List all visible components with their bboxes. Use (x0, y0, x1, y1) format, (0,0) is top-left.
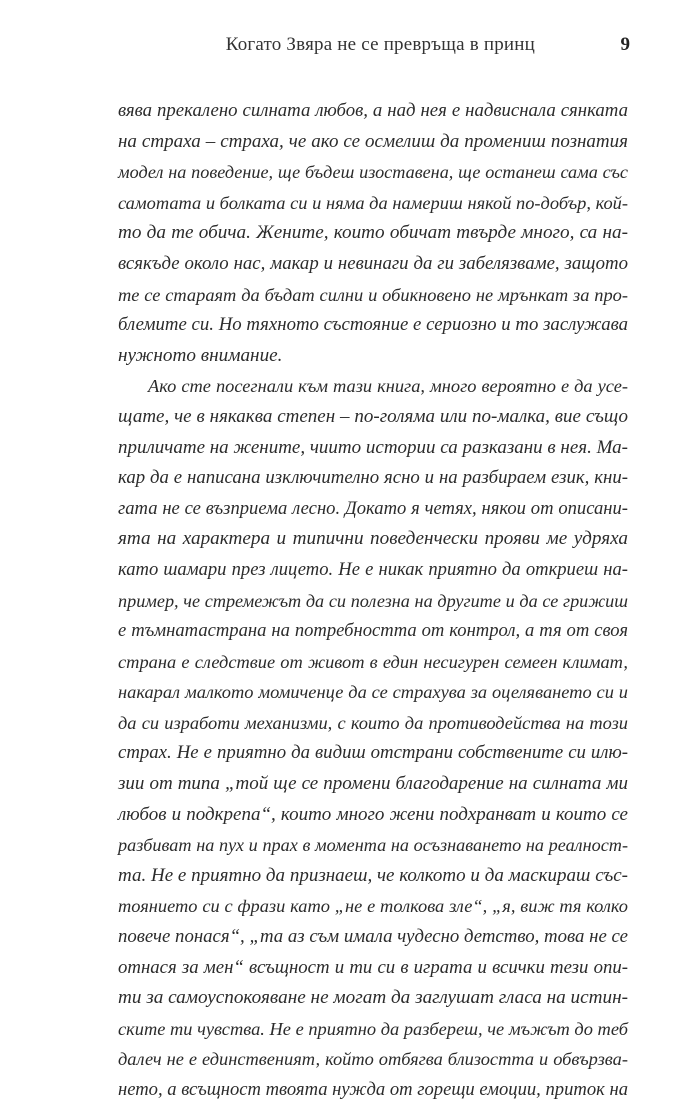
text-line: кар да е написана изключително ясно и на разбираем език, кни- (118, 467, 628, 489)
text-line: повече понася“, „та аз съм имала чудесно детство, това не се (118, 926, 628, 948)
text-line: отнася за мен“ всъщност и ти си в играта и всички тези опи- (118, 956, 628, 978)
running-title: Когато Звяра не се превръща в принц (225, 34, 535, 55)
text-line: блемите си. Но тяхното състояние е сериозно и то заслужава (118, 314, 628, 336)
text-line: пример, че стремежът да си полезна на другите и да се грижиш (118, 590, 628, 611)
text-line: ти за самоуспокояване не могат да заглушат гласа на истин- (118, 987, 628, 1009)
text-line: страна е следствие от живот в един несигурен семеен климат, (118, 651, 628, 672)
text-line: зии от типа „той ще се промени благодарение на силната ми (118, 773, 628, 795)
text-line: щате, че в някаква степен – по-голяма или по-малка, вие също (118, 405, 628, 427)
text-line: като шамари през лицето. Не е никак приятно да откриеш на- (118, 558, 628, 580)
page-number: 9 (620, 34, 630, 55)
text-line: любов и подкрепа“, които много жени подхранват и които се (118, 803, 628, 825)
text-line: то да те обича. Жените, които обичат твърде много, са на- (118, 222, 628, 244)
text-line: приличате на жените, чиито истории са разказани в нея. Ма- (118, 436, 628, 458)
text-line: всякъде около нас, макар и невинаги да ги забелязваме, защото (118, 252, 628, 274)
text-line: гата не се възприема лесно. Докато я четях, някои от описани- (118, 497, 628, 519)
text-line: самотата и болката си и няма да намериш някой по-добър, кой- (118, 192, 628, 213)
text-line: модел на поведение, ще бъдеш изоставена, ще останеш сама със (118, 162, 628, 183)
paragraph-end-line: нужното внимание. (118, 344, 283, 366)
text-line: тоянието си с фрази като „не е толкова зле“, „я, виж тя колко (118, 896, 628, 917)
text-line: разбиват на пух и прах в момента на осъзнаването на реалност- (118, 835, 628, 856)
paragraph-first-line: Ако сте посегнали към тази книга, много вероятно е да усе- (148, 376, 628, 397)
text-line: е тъмнатастрана на потребността от контрол, а тя от своя (118, 620, 628, 642)
text-line: нето, а всъщност твоята нужда от горещи емоции, приток на (118, 1079, 628, 1100)
text-line: вява прекалено силната любов, а над нея е надвиснала сянката (118, 100, 628, 121)
text-line: на страха – страха, че ако се осмелиш да промениш познатия (118, 130, 628, 152)
text-line: та. Не е приятно да признаеш, че колкото и да маскираш със- (118, 864, 628, 886)
text-line: ята на характера и типични поведенчески прояви ме удряха (118, 528, 628, 550)
text-line: да си изработи механизми, с които да противодейства на този (118, 712, 628, 733)
text-line: накарал малкото момиченце да се страхува за оцеляването си и (118, 682, 628, 703)
running-header (118, 34, 630, 60)
text-line: ските ти чувства. Не е приятно да разбереш, че мъжът до теб (118, 1018, 628, 1039)
text-line: те се стараят да бъдат силни и обикновено не мрънкат за про- (118, 284, 628, 305)
text-line: далеч не е единственият, който отбягва близостта и обвързва- (118, 1049, 628, 1070)
body-text (118, 96, 628, 1106)
text-line: страх. Не е приятно да видиш отстрани собствените си илю- (118, 742, 628, 764)
